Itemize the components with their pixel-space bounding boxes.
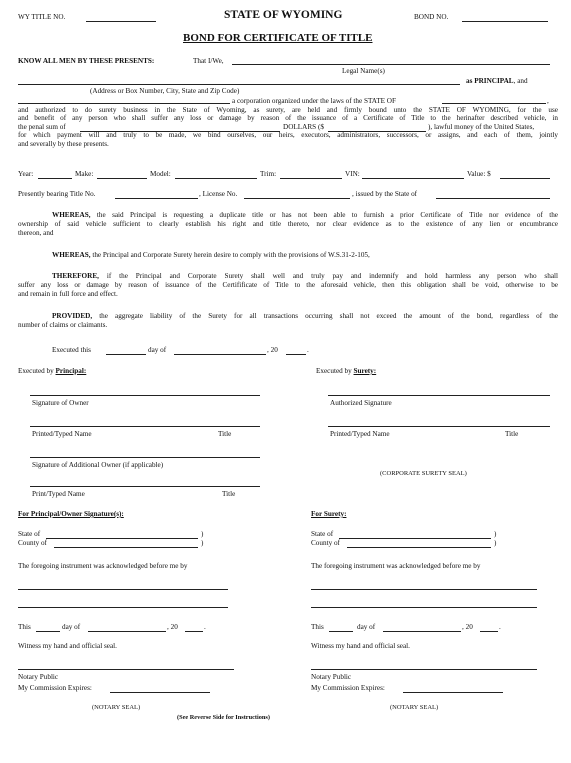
- corporate-surety-seal: (CORPORATE SURETY SEAL): [380, 470, 467, 477]
- principal-address-field[interactable]: [18, 84, 460, 85]
- corporation-text: a corporation organized under the laws of the STATE OF: [232, 97, 396, 105]
- as-principal-text: as PRINCIPAL, and: [466, 77, 528, 85]
- whereas1-line2: ownership of said vehicle sufficient to clearly establish his right and title thereto, nor clear evidence as to the existence of any lien or encumbrance: [18, 220, 558, 228]
- left-commission-label: My Commission Expires:: [18, 684, 92, 692]
- know-all-men: KNOW ALL MEN BY THESE PRESENTS:: [18, 57, 155, 65]
- right-notary-public-label: Notary Public: [311, 673, 352, 681]
- model-field[interactable]: [175, 178, 257, 179]
- provided-line1: PROVIDED, the aggregate liability of the Surety for all transactions occurring shall not exceed the amount of the bond, regardless of the: [52, 312, 558, 320]
- left-notary-signature-line[interactable]: [18, 669, 234, 670]
- bond-text-line5: and severally by these presents.: [18, 140, 109, 148]
- left-acknowledged-line2[interactable]: [18, 607, 228, 608]
- left-county-field[interactable]: [54, 547, 198, 548]
- right-this-label: This: [311, 623, 324, 631]
- issued-by-label: , issued by the State of: [352, 190, 418, 198]
- executed-day-of-label: day of: [148, 346, 167, 354]
- right-state-of-label: State of: [311, 530, 334, 538]
- executed-day-field[interactable]: [106, 354, 146, 355]
- right-day-of-label: day of: [357, 623, 376, 631]
- right-commission-field[interactable]: [403, 692, 503, 693]
- title-caption: Title: [218, 430, 232, 438]
- left-notary-public-label: Notary Public: [18, 673, 59, 681]
- provided-line2: number of claims or claimants.: [18, 321, 108, 329]
- left-witness-text: Witness my hand and official seal.: [18, 642, 117, 650]
- left-day-field[interactable]: [36, 631, 60, 632]
- executed-by-surety: Executed by Surety:: [316, 367, 377, 375]
- owner-signature-line[interactable]: [30, 395, 260, 396]
- title-caption-2: Title: [222, 490, 236, 498]
- trim-label: Trim:: [260, 170, 277, 178]
- state-heading: STATE OF WYOMING: [224, 9, 343, 21]
- executed-year-label: , 20: [267, 346, 278, 354]
- paren: ): [494, 530, 497, 538]
- whereas1-line1: WHEREAS, the said Principal is requesting a duplicate title or has not been able to furnish a prior Certificate of Title nor evidence of the: [52, 211, 558, 219]
- therefore-line3: and remain in full force and effect.: [18, 290, 118, 298]
- comma: ,: [547, 97, 549, 105]
- right-acknowledged-line2[interactable]: [311, 607, 537, 608]
- signature-of-owner-caption: Signature of Owner: [32, 399, 89, 407]
- year-label: Year:: [18, 170, 34, 178]
- therefore-line1: THEREFORE, if the Principal and Corporate Surety shall well and truly pay and indemnify and hold harmless any person who shall: [52, 272, 559, 280]
- corp-state-field[interactable]: [442, 103, 546, 104]
- surety-corp-name-field[interactable]: [18, 103, 230, 104]
- period: .: [204, 623, 206, 631]
- whereas1-line3: thereon, and: [18, 229, 54, 237]
- left-year-field[interactable]: [185, 631, 203, 632]
- right-commission-label: My Commission Expires:: [311, 684, 385, 692]
- bond-text-line1: and authorized to do surety business in the State of Wyoming, as surety, are held and firmly bound unto the STATE OF WYOMING, for the use: [18, 106, 558, 114]
- owner-printed-name-line[interactable]: [30, 426, 260, 427]
- penal-sum-label: the penal sum of: [18, 123, 66, 131]
- right-notary-signature-line[interactable]: [311, 669, 537, 670]
- left-month-field[interactable]: [88, 631, 166, 632]
- wy-title-no-label: WY TITLE NO.: [18, 13, 66, 21]
- reverse-side-instructions: (See Reverse Side for Instructions): [177, 714, 270, 721]
- paren: ): [494, 539, 497, 547]
- principal-notary-heading: For Principal/Owner Signature(s):: [18, 510, 124, 518]
- additional-owner-printed-line[interactable]: [30, 486, 260, 487]
- principal-name-field[interactable]: [232, 64, 550, 65]
- vin-label: VIN:: [345, 170, 360, 178]
- right-state-field[interactable]: [339, 538, 491, 539]
- surety-title-caption: Title: [505, 430, 519, 438]
- left-commission-field[interactable]: [110, 692, 210, 693]
- left-this-label: This: [18, 623, 31, 631]
- authorized-signature-line[interactable]: [328, 395, 550, 396]
- right-acknowledged-line1[interactable]: [311, 589, 537, 590]
- executed-this-label: Executed this: [52, 346, 91, 354]
- left-county-of-label: County of: [18, 539, 47, 547]
- left-acknowledged-line1[interactable]: [18, 589, 228, 590]
- surety-printed-caption: Printed/Typed Name: [330, 430, 390, 438]
- right-county-field[interactable]: [347, 547, 491, 548]
- form-title: BOND FOR CERTIFICATE OF TITLE: [183, 32, 373, 44]
- bond-text-line2: and benefit of any person who shall suffer any loss or damage by reason of the issuance of a Certificate of Title to the herinafter described vehicle, in: [18, 114, 558, 122]
- left-state-field[interactable]: [46, 538, 198, 539]
- lawful-money-text: ), lawful money of the United States,: [428, 123, 535, 131]
- address-caption: (Address or Box Number, City, State and Zip Code): [90, 87, 240, 95]
- left-acknowledged-text: The foregoing instrument was acknowledged before me by: [18, 562, 188, 570]
- printed-name-caption: Printed/Typed Name: [32, 430, 92, 438]
- period: .: [499, 623, 501, 631]
- value-field[interactable]: [500, 178, 550, 179]
- right-day-field[interactable]: [329, 631, 353, 632]
- value-label: Value: $: [467, 170, 491, 178]
- right-year-label: , 20: [462, 623, 473, 631]
- whereas2-line: WHEREAS, the Principal and Corporate Surety herein desire to comply with the provisions of W.S.31-2-105,: [52, 251, 370, 259]
- vin-field[interactable]: [362, 178, 464, 179]
- surety-notary-heading: For Surety:: [311, 510, 347, 518]
- left-state-of-label: State of: [18, 530, 41, 538]
- additional-owner-signature-line[interactable]: [30, 457, 260, 458]
- paren: ): [201, 539, 204, 547]
- bond-no-field[interactable]: [462, 21, 548, 22]
- trim-field[interactable]: [280, 178, 342, 179]
- model-label: Model:: [150, 170, 171, 178]
- authorized-signature-caption: Authorized Signature: [330, 399, 392, 407]
- left-notary-seal: (NOTARY SEAL): [92, 704, 141, 711]
- right-month-field[interactable]: [383, 631, 461, 632]
- executed-by-principal: Executed by Principal:: [18, 367, 87, 375]
- left-year-label: , 20: [167, 623, 178, 631]
- right-acknowledged-text: The foregoing instrument was acknowledged before me by: [311, 562, 481, 570]
- paren: ): [201, 530, 204, 538]
- presently-bearing-label: Presently bearing Title No.: [18, 190, 96, 198]
- print-typed-caption: Print/Typed Name: [32, 490, 85, 498]
- bond-text-line4: for which payment will and truly to be made, we bind ourselves, our heirs, executors, administrators, successors, or assigns, and each of them, jointly: [18, 131, 558, 139]
- therefore-line2: suffer any loss or damage by reason of issuance of the Certifificate of Title to the aforesaid vehicle, then this obligation shall be void, otherwise to be: [18, 281, 558, 289]
- year-field[interactable]: [38, 178, 72, 179]
- make-field[interactable]: [97, 178, 147, 179]
- that-i-we: That I/We,: [193, 57, 224, 65]
- bond-no-label: BOND NO.: [414, 13, 449, 21]
- right-notary-seal: (NOTARY SEAL): [390, 704, 439, 711]
- right-county-of-label: County of: [311, 539, 340, 547]
- surety-printed-name-line[interactable]: [328, 426, 550, 427]
- right-witness-text: Witness my hand and official seal.: [311, 642, 410, 650]
- issuing-state-field[interactable]: [436, 198, 550, 199]
- dollars-label: DOLLARS ($: [283, 123, 324, 131]
- left-day-of-label: day of: [62, 623, 81, 631]
- right-year-field[interactable]: [480, 631, 498, 632]
- additional-owner-caption: Signature of Additional Owner (if applicable): [32, 461, 164, 469]
- make-label: Make:: [75, 170, 94, 178]
- legal-names-caption: Legal Name(s): [342, 67, 385, 75]
- license-label: , License No.: [199, 190, 238, 198]
- title-no-field[interactable]: [115, 198, 198, 199]
- license-no-field[interactable]: [244, 198, 350, 199]
- executed-month-field[interactable]: [174, 354, 266, 355]
- wy-title-no-field[interactable]: [86, 21, 156, 22]
- period: .: [307, 346, 309, 354]
- executed-year-field[interactable]: [286, 354, 306, 355]
